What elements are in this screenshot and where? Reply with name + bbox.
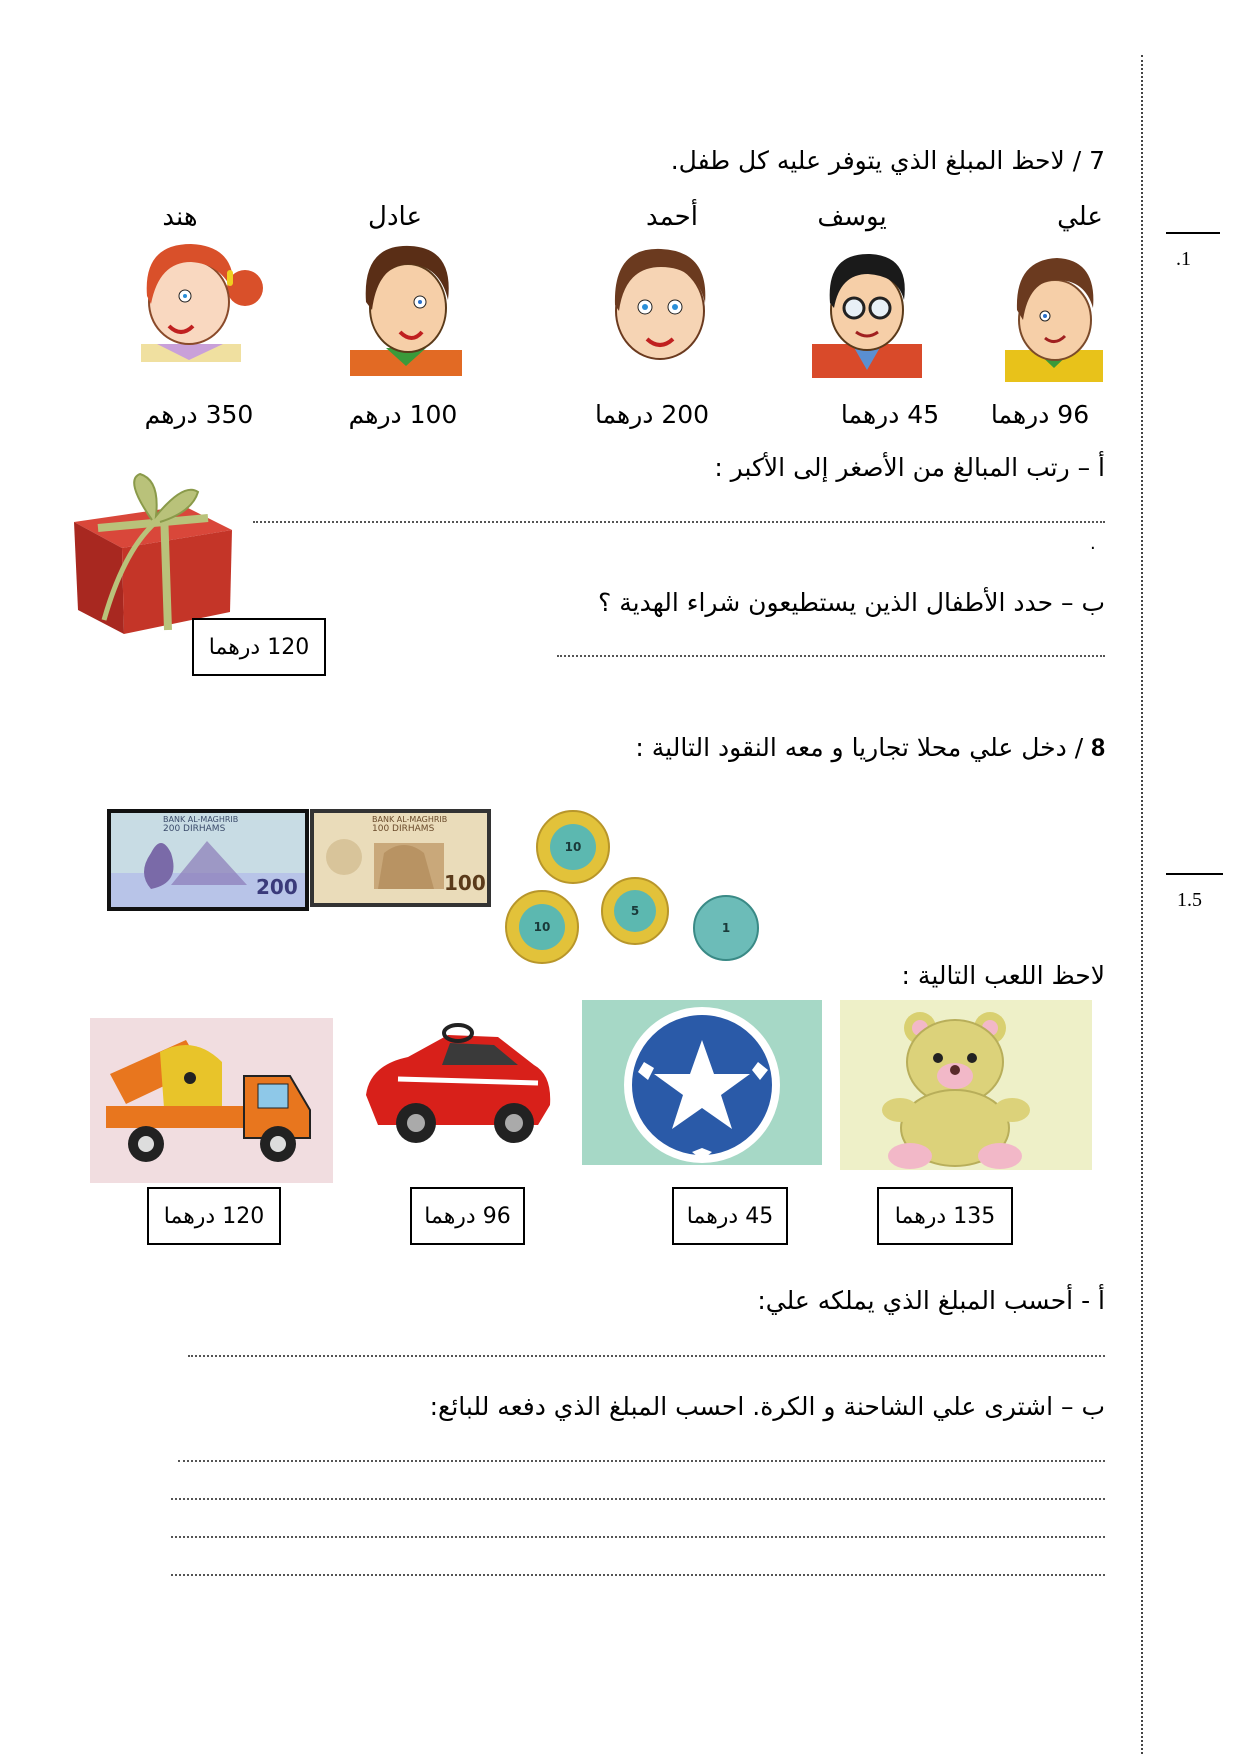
exercise-8-question-b: ب – اشترى علي الشاحنة و الكرة. احسب المبلغ الذي دفعه للبائع: bbox=[429, 1392, 1105, 1421]
answer-line[interactable] bbox=[188, 1355, 1105, 1357]
answer-line[interactable] bbox=[253, 521, 1105, 523]
answer-line[interactable] bbox=[171, 1536, 1105, 1538]
truck-image bbox=[90, 1018, 333, 1183]
banknote-bank-label: BANK AL-MAGHRIB bbox=[163, 815, 239, 824]
toy-car-image bbox=[338, 995, 570, 1165]
coin-5: 5 bbox=[601, 877, 669, 945]
banknote-label: 200 DIRHAMS bbox=[163, 824, 226, 834]
child-amount-youssef: 45 درهما bbox=[840, 400, 940, 429]
banknote-value: 100 bbox=[444, 871, 486, 895]
toy-price-ball: 45 درهما bbox=[672, 1187, 788, 1245]
child-amount-ali: 96 درهما bbox=[990, 400, 1090, 429]
child-name-adel: عادل bbox=[368, 202, 422, 232]
gift-price-tag: 120 درهما bbox=[192, 618, 326, 676]
teddy-bear-image bbox=[840, 1000, 1092, 1170]
answer-line[interactable] bbox=[171, 1574, 1105, 1576]
ball-image bbox=[582, 1000, 822, 1165]
toy-price-truck: 120 درهما bbox=[147, 1187, 281, 1245]
child-amount-ahmed: 200 درهما bbox=[594, 400, 710, 429]
toy-price-car: 96 درهما bbox=[410, 1187, 525, 1245]
child-name-youssef: يوسف bbox=[817, 202, 887, 232]
exercise-7-question-b: ب – حدد الأطفال الذين يستطيعون شراء الهدية ؟ bbox=[598, 588, 1105, 617]
child-portrait-ali bbox=[1005, 250, 1103, 382]
stray-dot: . bbox=[1090, 533, 1096, 554]
exercise-8-title bbox=[635, 733, 1105, 763]
coin-10: 10 bbox=[536, 810, 610, 884]
score-line-2 bbox=[1166, 873, 1223, 875]
banknote-bank-label: BANK AL-MAGHRIB bbox=[372, 815, 448, 824]
child-amount-hind: 350 درهم bbox=[144, 400, 254, 429]
exercise-7-question-a: أ – رتب المبالغ من الأصغر إلى الأكبر : bbox=[714, 453, 1105, 482]
banknote-100 bbox=[310, 809, 491, 907]
score-line-1 bbox=[1166, 232, 1220, 234]
score-label-1: .1 bbox=[1176, 248, 1191, 270]
exercise-8-title-text: / دخل علي محلا تجاريا و معه النقود التالية : bbox=[635, 733, 1092, 762]
gift-box-image bbox=[64, 470, 234, 640]
child-portrait-hind bbox=[133, 240, 265, 362]
child-name-hind: هند bbox=[162, 202, 198, 232]
margin-divider bbox=[1141, 55, 1143, 1754]
exercise-8-question-a: أ - أحسب المبلغ الذي يملكه علي: bbox=[757, 1286, 1105, 1315]
child-portrait-ahmed bbox=[605, 245, 715, 375]
answer-line[interactable] bbox=[178, 1460, 1105, 1462]
child-portrait-youssef bbox=[812, 248, 922, 378]
child-amount-adel: 100 درهم bbox=[348, 400, 458, 429]
child-name-ali: علي bbox=[1057, 202, 1103, 232]
coin-1: 1 bbox=[693, 895, 759, 961]
banknote-value: 200 bbox=[256, 875, 298, 899]
exercise-8-number: 8 bbox=[1091, 734, 1105, 762]
exercise-7-title: 7 / لاحظ المبلغ الذي يتوفر عليه كل طفل. bbox=[670, 146, 1105, 175]
score-label-2: 1.5 bbox=[1177, 889, 1202, 911]
toy-price-bear: 135 درهما bbox=[877, 1187, 1013, 1245]
answer-line[interactable] bbox=[557, 655, 1105, 657]
banknote-200 bbox=[107, 809, 309, 911]
child-portrait-adel bbox=[350, 240, 462, 376]
child-name-ahmed: أحمد bbox=[646, 202, 698, 232]
toys-title: لاحظ اللعب التالية : bbox=[901, 961, 1105, 990]
coin-10: 10 bbox=[505, 890, 579, 964]
banknote-label: 100 DIRHAMS bbox=[372, 824, 435, 834]
answer-line[interactable] bbox=[171, 1498, 1105, 1500]
